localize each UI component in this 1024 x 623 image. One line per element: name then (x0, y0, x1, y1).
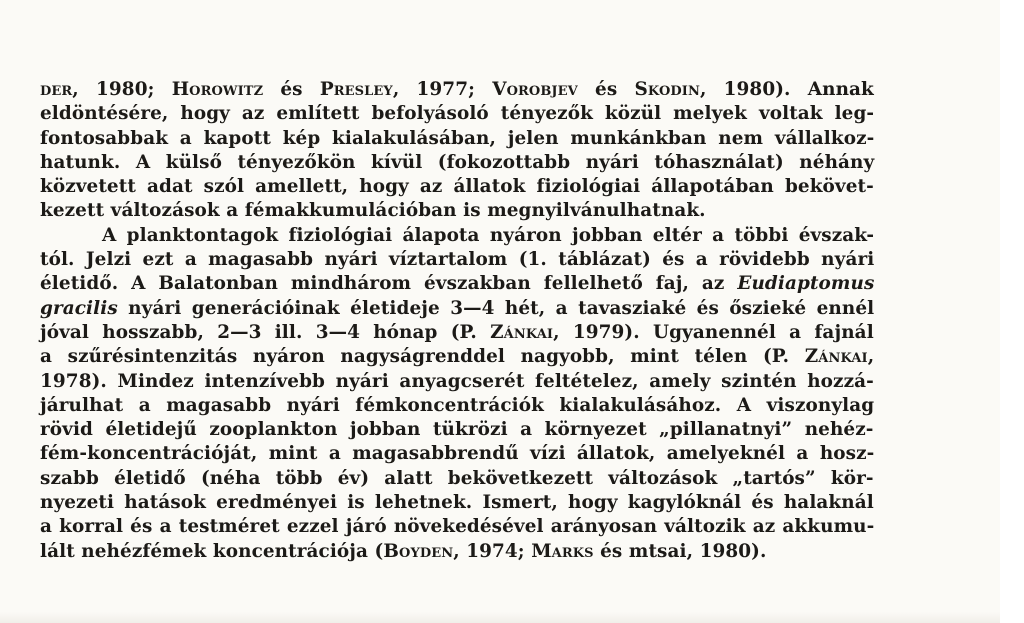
body-text (40, 78, 874, 564)
paragraph-2 (40, 224, 874, 564)
text-line: szabb életidő (néha több év) alatt bekövetkezett változások „tartós” kör- (40, 467, 874, 489)
text-line: járulhat a magasabb nyári fémkoncentrációk kialakulásához. A viszonylag (40, 394, 875, 416)
text-line: der, 1980; Horowitz és Presley, 1977; Vorobjev és Skodin, 1980). Annak (40, 79, 874, 100)
species-name: gracilis (40, 297, 118, 319)
text-line: közvetett adat szól amellett, hogy az állatok fiziológiai állapotában bekövet- (40, 176, 874, 198)
text-line: a szűrésintenzitás nyáron nagyságrenddel nagyobb, mint télen (P. Zánkai, (40, 346, 875, 368)
author-name: Boyden (383, 540, 454, 562)
text-line: gracilis nyári generációinak életideje 3—4 hét, a tavasziaké és őszieké ennél (40, 297, 875, 319)
text-line: kezett változások a fémakkumulációban is megnyilvánulhatnak. (40, 200, 706, 222)
text-line: nyezeti hatások eredményei is lehetnek. Ismert, hogy kagylóknál és halaknál (40, 492, 874, 514)
text-line: a korral és a testméret ezzel járó növekedésével arányosan változik az akkumu- (40, 516, 875, 538)
text-line: fontosabbak a kapott kép kialakulásában, jelen munkánkban nem vállalkoz- (40, 127, 875, 149)
text-line: fém-koncentrációját, mint a magasabbrendű vízi állatok, amelyeknél a hosz- (40, 443, 875, 465)
text-line: tól. Jelzi ezt a magasabb nyári víztartalom (1. táblázat) és a rövidebb nyári (40, 249, 875, 271)
author-name: Presley (319, 79, 393, 100)
text-line: életidő. A Balatonban mindhárom évszakban fellelhető faj, az Eudiaptomus (40, 273, 875, 295)
text-line: A planktontagok fiziológiai álapota nyáron jobban eltér a többi évszak- (102, 224, 875, 246)
text-line: 1978). Mindez intenzívebb nyári anyagcserét feltételez, amely szintén hozzá- (40, 370, 874, 392)
paragraph-1 (40, 78, 874, 224)
author-name: Vorobjev (492, 79, 578, 100)
text-line: rövid életidejű zooplankton jobban tükrözi a környezet „pillanatnyi” nehéz- (40, 419, 874, 441)
text-line: jóval hosszabb, 2—3 ill. 3—4 hónap (P. Zánkai, 1979). Ugyanennél a fajnál (40, 321, 874, 343)
author-name: Horowitz (171, 79, 264, 100)
author-name: Zánkai (804, 346, 868, 368)
author-name: Marks (531, 540, 594, 562)
scan-margin (1000, 0, 1024, 623)
page-bottom-shade (0, 612, 1000, 623)
author-name: der (40, 79, 73, 100)
text-line: hatunk. A külső tényezőkön kívül (fokozottabb nyári tóhasználat) néhány (40, 151, 875, 173)
text-line: lált nehézfémek koncentrációja (Boyden, 1974; Marks és mtsai, 1980). (40, 540, 767, 562)
species-name: Eudiaptomus (737, 273, 875, 295)
author-name: Skodin (634, 79, 700, 100)
author-name: Zánkai (490, 321, 554, 343)
text-line: eldöntésére, hogy az említett befolyásoló tényezők közül melyek voltak leg- (40, 103, 875, 125)
